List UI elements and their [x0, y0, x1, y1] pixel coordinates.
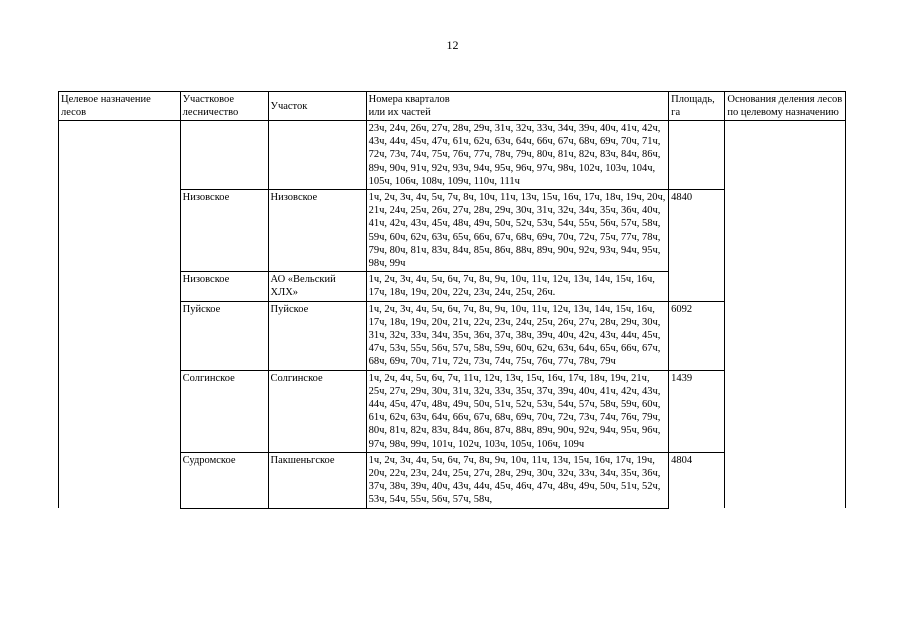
table-header-row — [59, 92, 846, 121]
header-purpose: Целевое назначение лесов — [59, 92, 181, 121]
header-section: Участок — [268, 92, 366, 121]
forestry-cell — [180, 121, 268, 190]
header-basis: Основания деления лесов по целевому назначению — [725, 92, 846, 121]
basis-cell — [725, 121, 846, 509]
quarters-cell: 1ч, 2ч, 4ч, 5ч, 6ч, 7ч, 11ч, 12ч, 13ч, 15ч, 16ч, 17ч, 18ч, 19ч, 21ч, 25ч, 27ч, 29ч, 30ч, 31ч, 32ч, 33ч, 35ч, 37ч, 39ч, 40ч, 41ч, 42ч, 43ч, 44ч, 45ч, 47ч, 48ч, 49ч, 50ч, 51ч, 52ч, 53ч, 54ч, 57ч, 58ч, 59ч, 60ч, 61ч, 62ч, 63ч, 64ч, 66ч, 67ч, 68ч, 69ч, 70ч, 72ч, 73ч, 74ч, 76ч, 79ч, 80ч, 81ч, 82ч, 83ч, 84ч, 86ч, 87ч, 88ч, 89ч, 90ч, 92ч, 94ч, 95ч, 96ч, 97ч, 98ч, 99ч, 101ч, 102ч, 103ч, 105ч, 106ч, 109ч — [366, 370, 669, 452]
forestry-cell: Низовское — [180, 272, 268, 301]
quarters-cell: 23ч, 24ч, 26ч, 27ч, 28ч, 29ч, 31ч, 32ч, 33ч, 34ч, 39ч, 40ч, 41ч, 42ч, 43ч, 44ч, 45ч, 47ч, 61ч, 62ч, 63ч, 64ч, 66ч, 67ч, 68ч, 69ч, 70ч, 71ч, 72ч, 73ч, 74ч, 75ч, 76ч, 77ч, 78ч, 79ч, 80ч, 81ч, 82ч, 83ч, 84ч, 86ч, 89ч, 90ч, 91ч, 92ч, 93ч, 94ч, 95ч, 96ч, 97ч, 98ч, 102ч, 103ч, 104ч, 105ч, 106ч, 108ч, 109ч, 110ч, 111ч — [366, 121, 669, 190]
table-row — [59, 121, 846, 190]
section-cell: Пуйское — [268, 301, 366, 370]
quarters-cell: 1ч, 2ч, 3ч, 4ч, 5ч, 6ч, 7ч, 8ч, 9ч, 10ч, 11ч, 13ч, 15ч, 16ч, 17ч, 19ч, 20ч, 22ч, 23ч, 24ч, 25ч, 27ч, 28ч, 29ч, 30ч, 32ч, 33ч, 34ч, 35ч, 36ч, 37ч, 38ч, 39ч, 40ч, 43ч, 44ч, 45ч, 46ч, 47ч, 48ч, 49ч, 50ч, 51ч, 52ч, 53ч, 54ч, 55ч, 56ч, 57ч, 58ч, — [366, 452, 669, 508]
section-cell: Низовское — [268, 190, 366, 272]
header-forestry: Участковое лесничество — [180, 92, 268, 121]
area-cell: 6092 — [669, 301, 725, 370]
section-cell: Солгинское — [268, 370, 366, 452]
forestry-cell: Пуйское — [180, 301, 268, 370]
quarters-cell: 1ч, 2ч, 3ч, 4ч, 5ч, 7ч, 8ч, 10ч, 11ч, 13ч, 15ч, 16ч, 17ч, 18ч, 19ч, 20ч, 21ч, 24ч, 25ч, 26ч, 27ч, 28ч, 29ч, 30ч, 31ч, 32ч, 34ч, 35ч, 36ч, 40ч, 41ч, 42ч, 43ч, 45ч, 48ч, 49ч, 50ч, 52ч, 53ч, 54ч, 55ч, 56ч, 57ч, 58ч, 59ч, 60ч, 62ч, 63ч, 65ч, 66ч, 67ч, 68ч, 69ч, 70ч, 72ч, 75ч, 77ч, 78ч, 79ч, 80ч, 81ч, 83ч, 84ч, 85ч, 86ч, 88ч, 89ч, 90ч, 92ч, 93ч, 94ч, 95ч, 98ч, 99ч — [366, 190, 669, 272]
quarters-cell: 1ч, 2ч, 3ч, 4ч, 5ч, 6ч, 7ч, 8ч, 9ч, 10ч, 11ч, 12ч, 13ч, 14ч, 15ч, 16ч, 17ч, 18ч, 19ч, 20ч, 21ч, 22ч, 23ч, 24ч, 25ч, 26ч, 27ч, 28ч, 29ч, 30ч, 31ч, 32ч, 33ч, 34ч, 35ч, 36ч, 37ч, 38ч, 39ч, 40ч, 42ч, 43ч, 44ч, 45ч, 47ч, 53ч, 55ч, 56ч, 57ч, 58ч, 59ч, 60ч, 62ч, 63ч, 64ч, 65ч, 66ч, 67ч, 68ч, 69ч, 70ч, 71ч, 72ч, 73ч, 74ч, 75ч, 76ч, 77ч, 78ч, 79ч — [366, 301, 669, 370]
area-cell: 4804 — [669, 452, 725, 508]
forestry-cell: Судромское — [180, 452, 268, 508]
area-cell: 1439 — [669, 370, 725, 452]
forestry-cell: Солгинское — [180, 370, 268, 452]
area-cell — [669, 121, 725, 190]
quarters-cell: 1ч, 2ч, 3ч, 4ч, 5ч, 6ч, 7ч, 8ч, 9ч, 10ч, 11ч, 12ч, 13ч, 14ч, 15ч, 16ч, 17ч, 18ч, 19ч, 20ч, 22ч, 23ч, 24ч, 25ч, 26ч. — [366, 272, 669, 301]
area-cell: 4840 — [669, 190, 725, 302]
forestry-cell: Низовское — [180, 190, 268, 272]
header-quarters: Номера кварталов или их частей — [366, 92, 669, 121]
page-number: 12 — [446, 38, 459, 52]
section-cell: АО «Вельский ХЛХ» — [268, 272, 366, 301]
purpose-cell — [59, 121, 181, 509]
forest-purpose-table — [58, 91, 846, 509]
section-cell — [268, 121, 366, 190]
section-cell: Пакшеньгское — [268, 452, 366, 508]
header-area: Площадь, га — [669, 92, 725, 121]
